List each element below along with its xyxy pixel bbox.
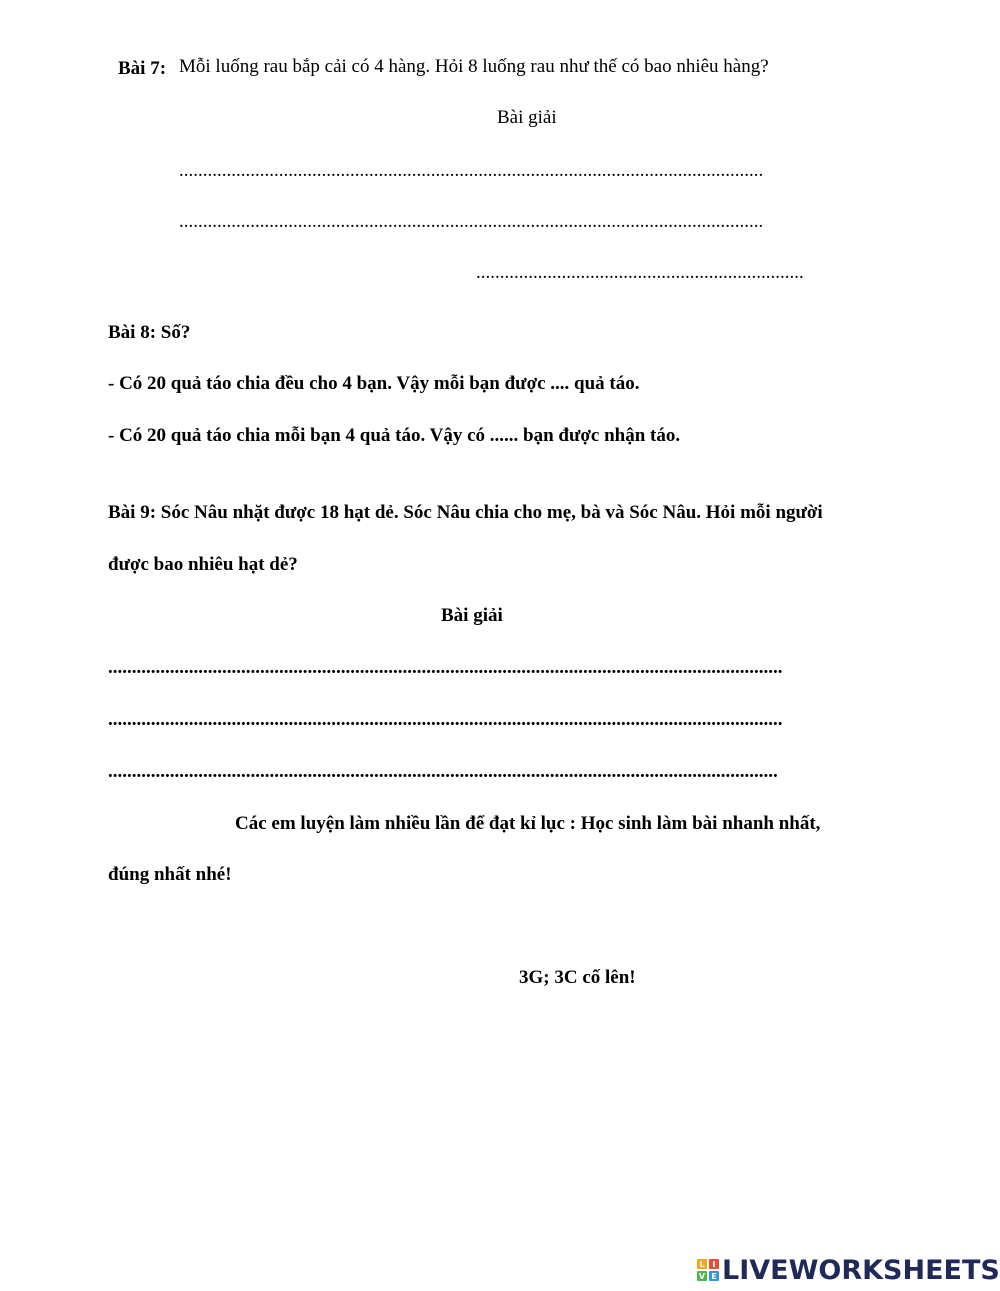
- logo-cell-1: L: [697, 1259, 707, 1269]
- bai7-label: Bài 7:: [118, 58, 167, 79]
- bai9-answer-line-2[interactable]: ..............................................................................................................................................: [108, 709, 783, 730]
- liveworksheets-logo: [697, 1255, 1000, 1285]
- signoff-text: 3G; 3C cố lên!: [519, 967, 636, 988]
- note-line-2: đúng nhất nhé!: [108, 864, 232, 885]
- bai7-answer-line-3[interactable]: .....................................................................: [476, 262, 804, 283]
- bai7-question: Mỗi luống rau bắp cải có 4 hàng. Hỏi 8 luống rau như thế có bao nhiêu hàng?: [179, 56, 769, 77]
- logo-cell-2: I: [709, 1259, 719, 1269]
- note-line-1: Các em luyện làm nhiều lần để đạt kỉ lục : Học sinh làm bài nhanh nhất,: [235, 813, 821, 834]
- bai7-solution-heading: Bài giải: [497, 107, 557, 128]
- liveworksheets-logo-icon: [697, 1259, 719, 1281]
- bai9-question-line-2: được bao nhiêu hạt dẻ?: [108, 554, 298, 575]
- bai9-question-line-1: Bài 9: Sóc Nâu nhặt được 18 hạt dẻ. Sóc Nâu chia cho mẹ, bà và Sóc Nâu. Hỏi mỗi người: [108, 502, 823, 523]
- logo-cell-3: V: [698, 1271, 706, 1281]
- bai9-solution-heading: Bài giải: [441, 605, 503, 626]
- liveworksheets-logo-text: LIVEWORKSHEETS: [722, 1254, 1000, 1286]
- bai9-answer-line-3[interactable]: .............................................................................................................................................: [108, 761, 778, 782]
- logo-cell-4: E: [709, 1271, 719, 1281]
- bai9-answer-line-1[interactable]: ..............................................................................................................................................: [108, 657, 783, 678]
- bai8-item-1: - Có 20 quả táo chia đều cho 4 bạn. Vậy mỗi bạn được .... quả táo.: [108, 373, 640, 394]
- bai8-title: Bài 8: Số?: [108, 322, 191, 343]
- bai8-item-2: - Có 20 quả táo chia mỗi bạn 4 quả táo. Vậy có ...... bạn được nhận táo.: [108, 425, 681, 446]
- bai7-answer-line-2[interactable]: ...........................................................................................................................: [179, 211, 764, 232]
- bai7-answer-line-1[interactable]: ...........................................................................................................................: [179, 160, 764, 181]
